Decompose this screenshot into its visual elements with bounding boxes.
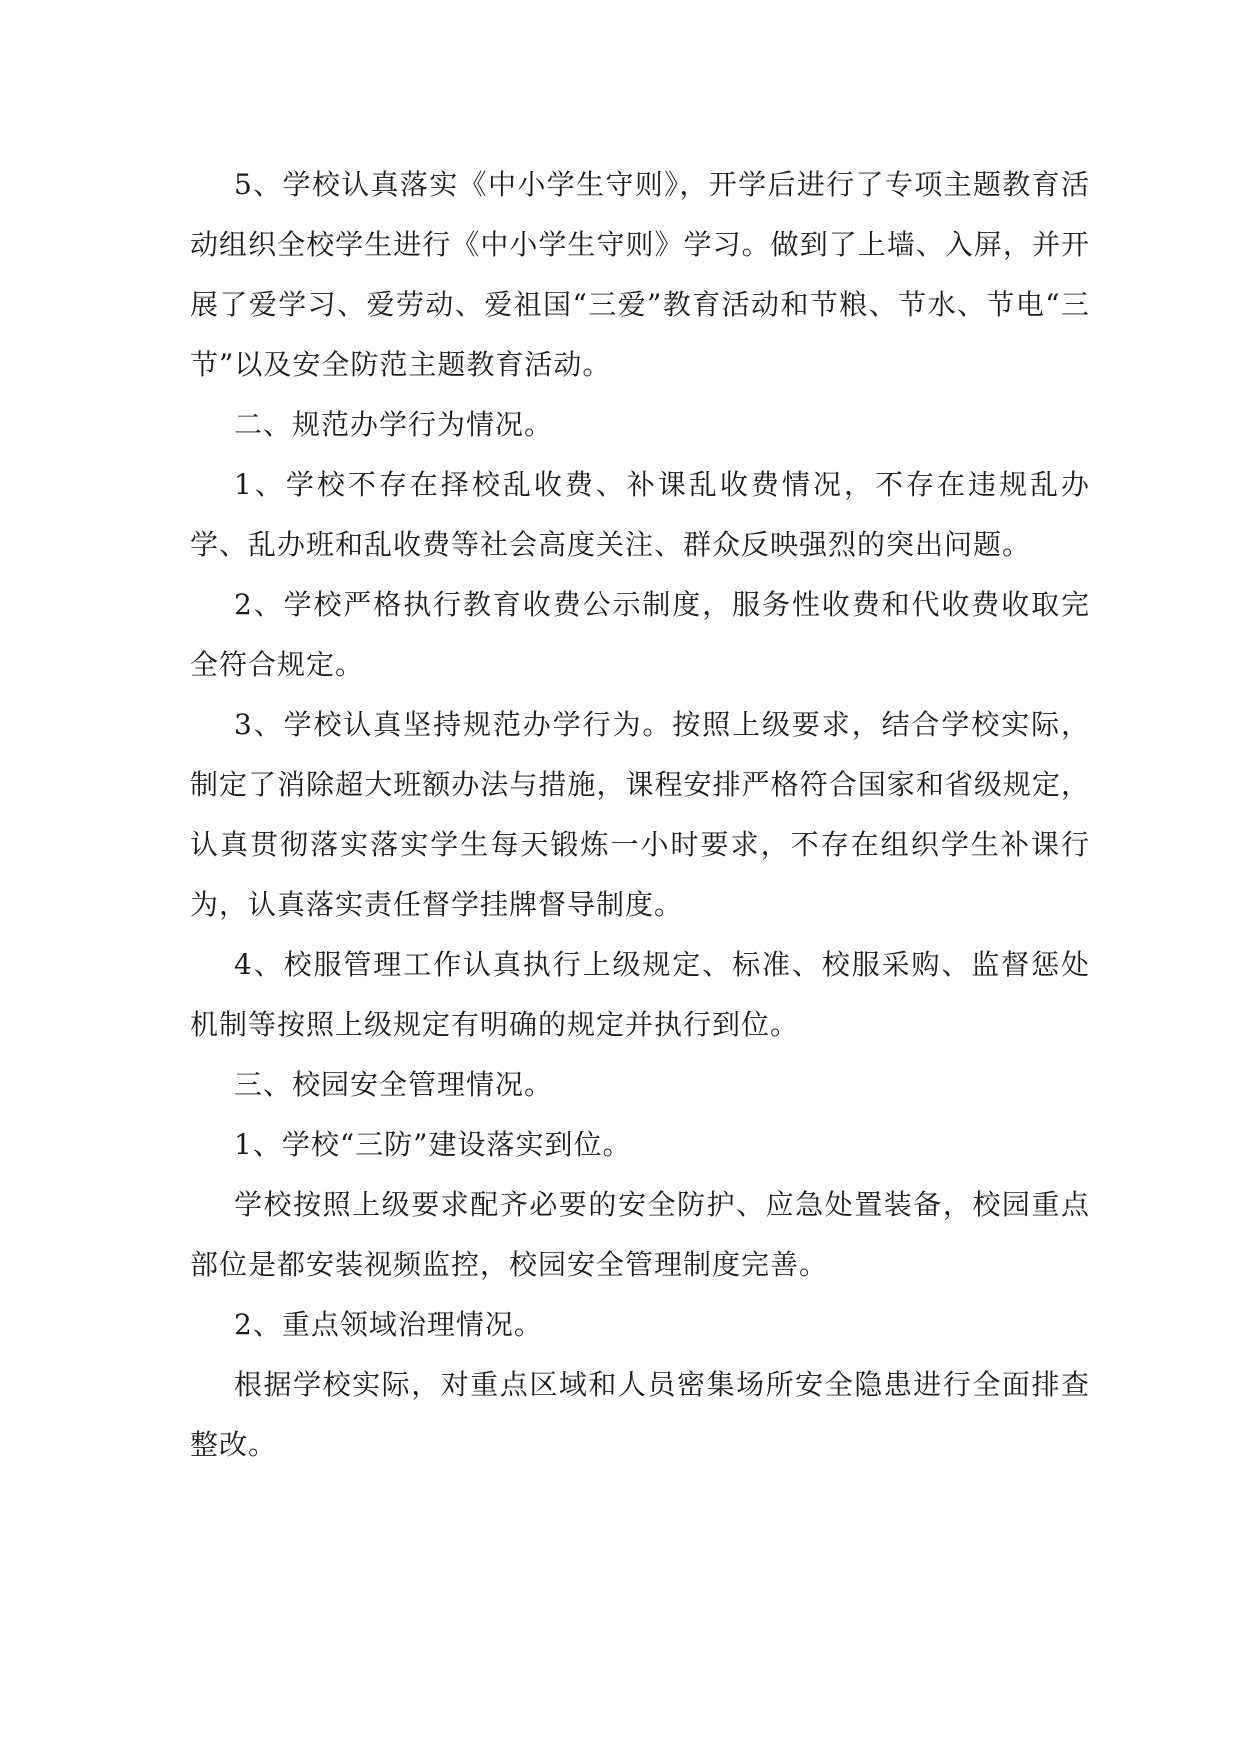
paragraph-item-3-standard-conduct: 3、学校认真坚持规范办学行为。按照上级要求，结合学校实际，制定了消除超大班额办法与措施，课程安排严格符合国家和省级规定，认真贯彻落实落实学生每天锻炼一小时要求，不存在组织学生补课行为，认真落实责任督学挂牌督导制度。 xyxy=(190,708,1090,921)
paragraph-item-1-no-illegal-fees: 1、学校不存在择校乱收费、补课乱收费情况，不存在违规乱办学、乱办班和乱收费等社会高度关注、群众反映强烈的突出问题。 xyxy=(190,468,1090,561)
section-heading-campus-safety: 三、校园安全管理情况。 xyxy=(234,1068,554,1101)
paragraph-item-4-uniform-management: 4、校服管理工作认真执行上级规定、标准、校服采购、监督惩处机制等按照上级规定有明确的规定并执行到位。 xyxy=(190,948,1090,1041)
subheading-key-areas: 2、重点领域治理情况。 xyxy=(234,1308,543,1341)
paragraph-item-2-fee-disclosure: 2、学校严格执行教育收费公示制度，服务性收费和代收费收取完全符合规定。 xyxy=(190,588,1090,681)
subheading-three-defenses: 1、学校“三防”建设落实到位。 xyxy=(234,1128,632,1161)
document-body xyxy=(190,155,1090,1475)
paragraph-hazard-inspection: 根据学校实际，对重点区域和人员密集场所安全隐患进行全面排查整改。 xyxy=(190,1368,1090,1461)
paragraph-item-5-theme-education: 5、学校认真落实《中小学生守则》，开学后进行了专项主题教育活动组织全校学生进行《中小学生守则》学习。做到了上墙、入屏，并开展了爱学习、爱劳动、爱祖国“三爱”教育活动和节粮、节水、节电“三节”以及安全防范主题教育活动。 xyxy=(190,168,1090,381)
section-heading-school-conduct: 二、规范办学行为情况。 xyxy=(234,408,554,441)
paragraph-safety-equipment: 学校按照上级要求配齐必要的安全防护、应急处置装备，校园重点部位是都安装视频监控，校园安全管理制度完善。 xyxy=(190,1188,1090,1281)
